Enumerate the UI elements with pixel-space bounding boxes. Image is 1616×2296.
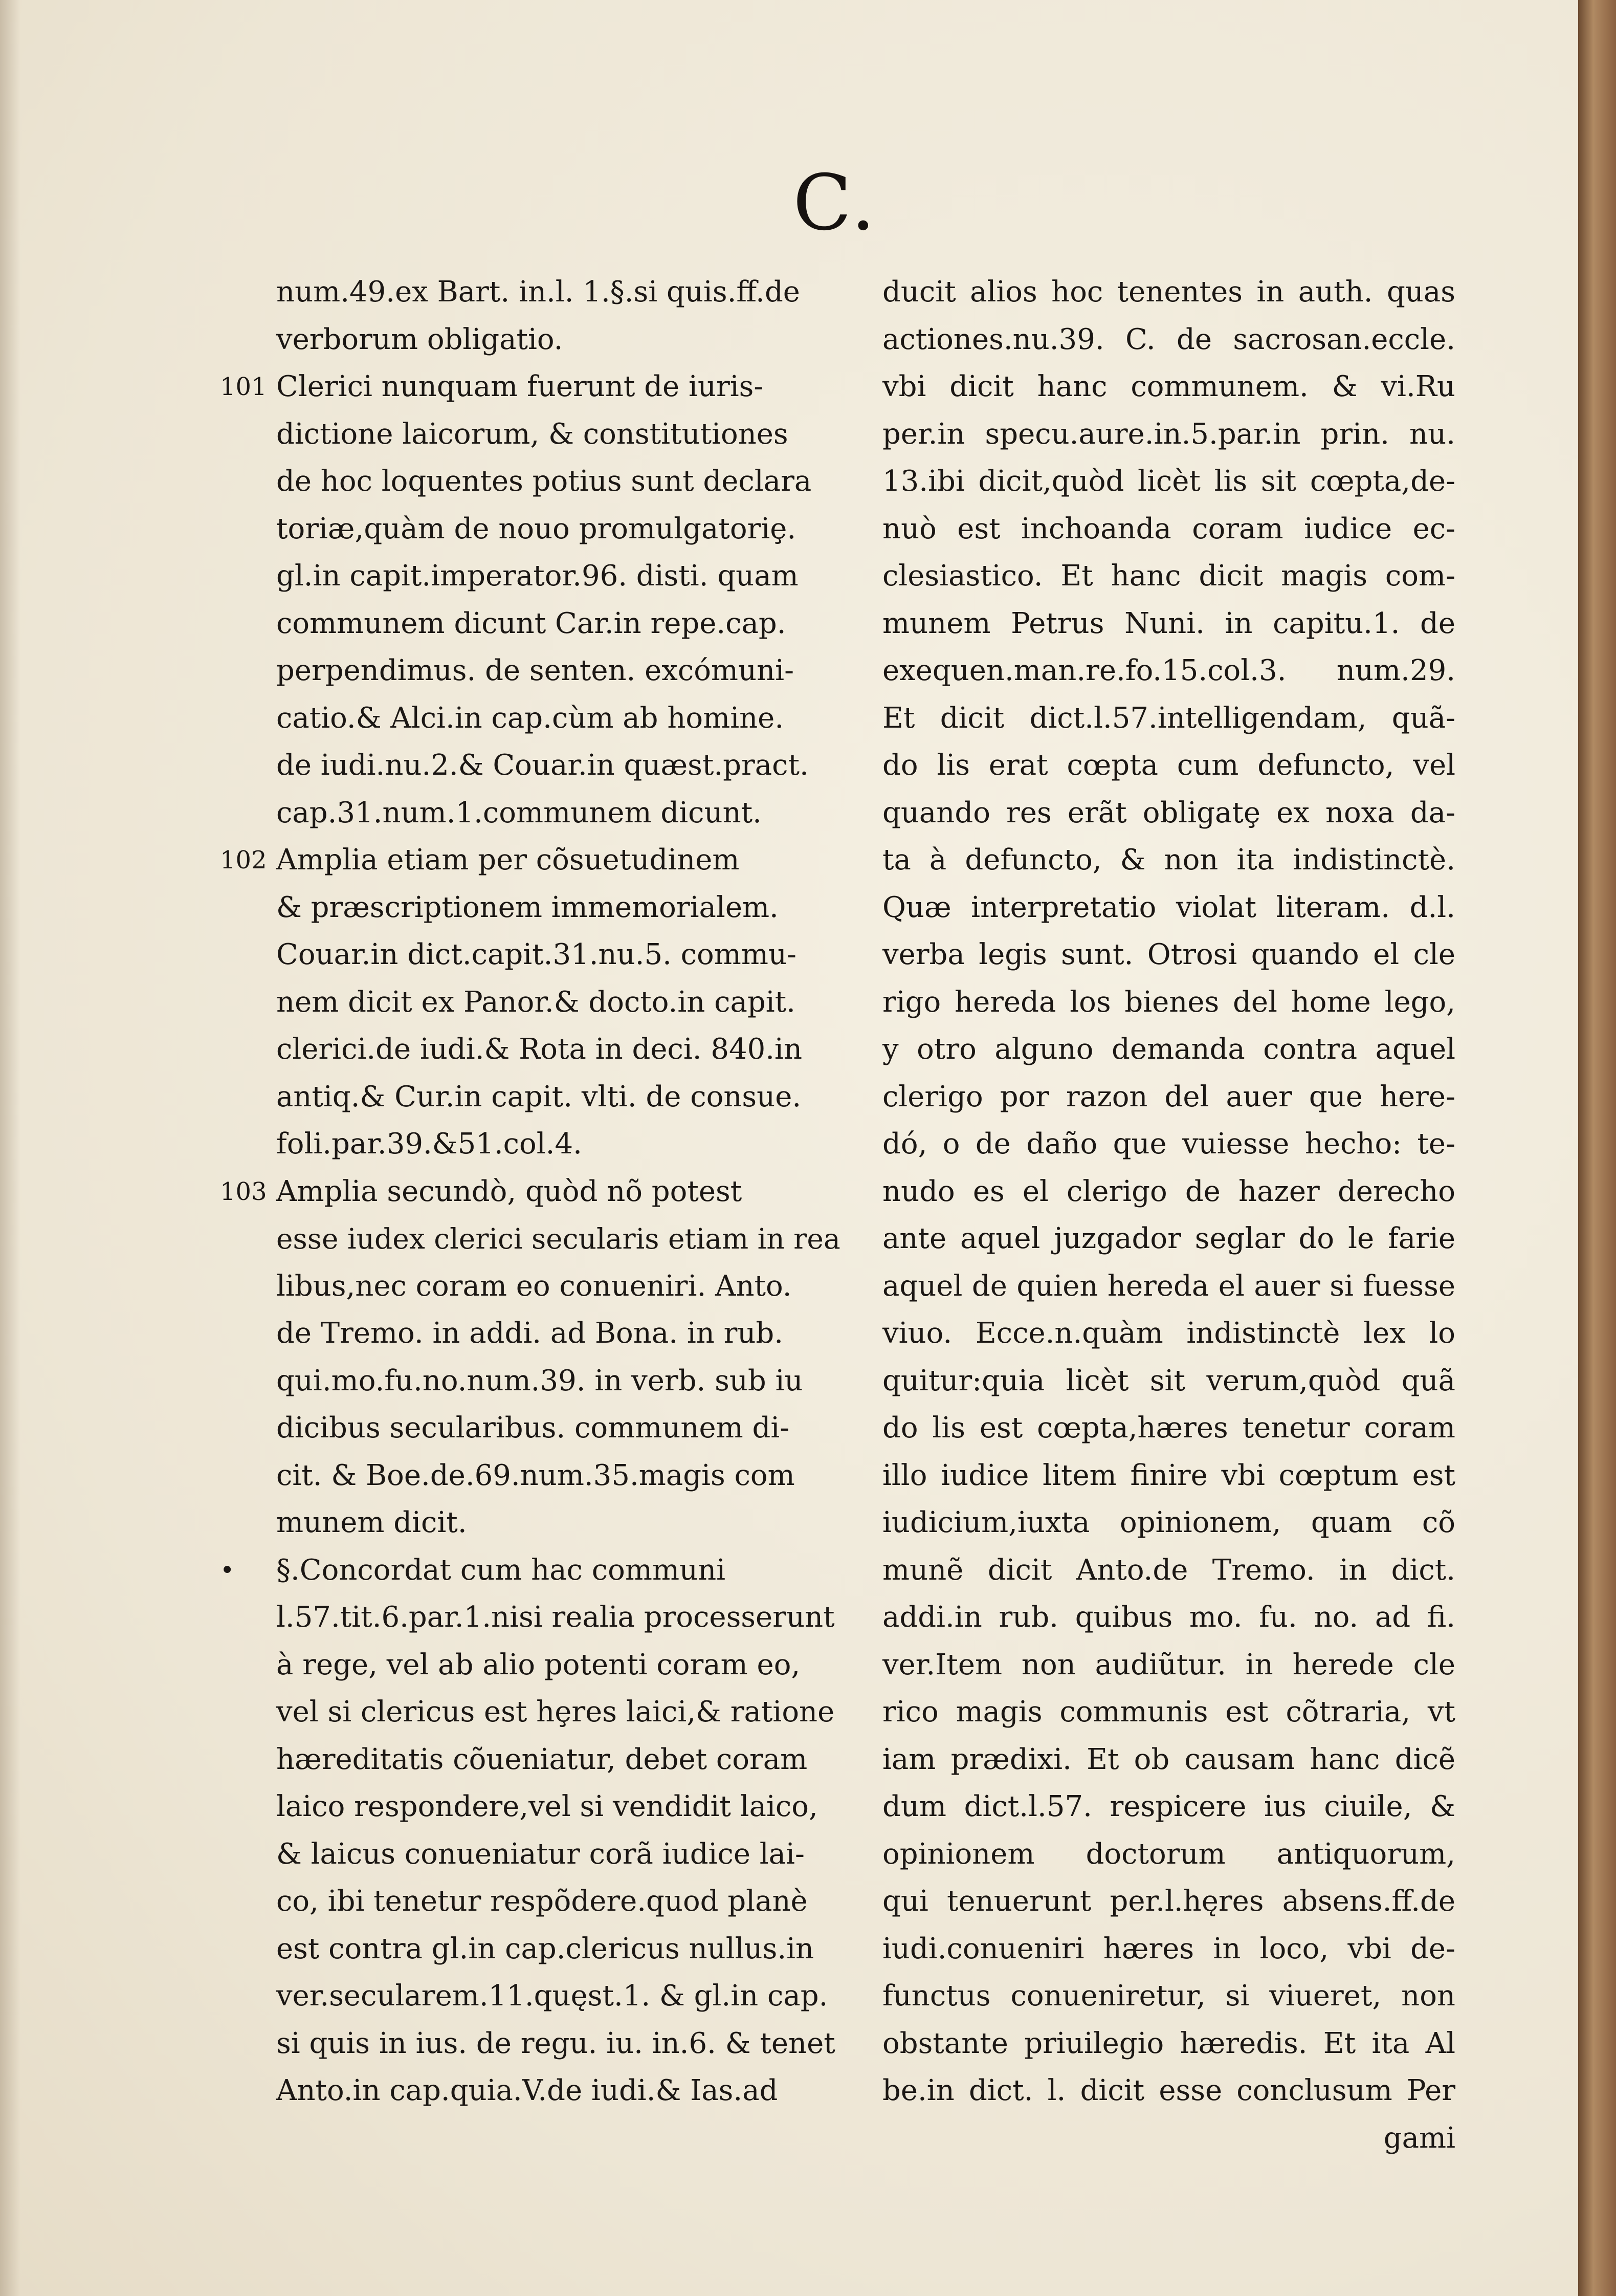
text-line [276,1263,849,1310]
paragraph-number: 103 [220,1177,267,1206]
text-line: obstante priuilegio hæredis. Et ita Al [882,2026,1455,2060]
text-line: ta à defuncto, & non ita indistinctè. [882,843,1455,877]
text-line: gami [1383,2121,1455,2155]
line-text: communem dicunt Car.in repe.cap. [276,606,786,640]
text-line: clesiastico. Et hanc dicit magis com- [882,559,1455,593]
line-text: Clerici nunquam fuerunt de iuris- [276,370,764,403]
page-header: C. [793,159,878,248]
line-text: & præscriptionem immemorialem. [276,890,779,924]
line-text: de iudi.nu.2.& Couar.in quæst.pract. [276,749,809,782]
line-text: antiq.& Cur.in capit. vlti. de consue. [276,1080,802,1113]
line-text: dictione laicorum, & constitutiones [276,417,788,451]
text-line [276,742,849,790]
paragraph-number: • [220,1556,235,1585]
text-line [276,1831,849,1878]
text-line [276,979,849,1026]
text-line [276,411,849,458]
line-text: dicibus secularibus. communem di- [276,1411,790,1445]
text-line [276,1736,849,1784]
line-text: Anto.in cap.quia.V.de iudi.& Ias.ad [276,2074,778,2107]
line-text: perpendimus. de senten. excómuni- [276,654,794,687]
text-line: vbi dicit hanc communem. & vi.Ru [882,370,1455,403]
text-line: verba legis sunt. Otrosi quando el cle [882,938,1455,971]
paragraph-number: 101 [220,373,267,401]
line-text: cit. & Boe.de.69.num.35.magis com [276,1458,795,1492]
line-text: de Tremo. in addi. ad Bona. in rub. [276,1317,784,1350]
text-line [220,363,849,411]
text-line: y otro alguno demanda contra aquel [882,1033,1455,1066]
text-line: quando res erãt obligatȩ ex noxa da- [882,796,1455,829]
text-line [276,1926,849,1973]
text-line: rico magis communis est cõtraria, vt [882,1695,1455,1729]
text-line [276,1973,849,2020]
text-line [276,2067,849,2115]
text-line [276,269,849,316]
text-line: do lis erat cœpta cum defuncto, vel [882,749,1455,782]
text-line [220,1168,849,1216]
text-line: addi.in rub. quibus mo. fu. no. ad fi. [882,1601,1455,1634]
text-line [276,790,849,837]
line-text: l.57.tit.6.par.1.nisi realia processerunt [276,1601,835,1634]
text-line: per.in specu.aure.in.5.par.in prin. nu. [882,417,1455,451]
text-line: be.in dict. l. dicit esse conclusum Per [882,2074,1455,2107]
left-text-column [220,269,849,2115]
line-text: nem dicit ex Panor.& docto.in capit. [276,985,795,1019]
line-text: clerici.de iudi.& Rota in deci. 840.in [276,1033,803,1066]
line-text: vel si clericus est hȩres laici,& ratione [276,1695,835,1729]
text-line [276,931,849,979]
line-text: toriæ,quàm de nouo promulgatoriȩ. [276,512,796,545]
line-text: hæreditatis cõueniatur, debet coram [276,1742,808,1776]
text-line: munem Petrus Nuni. in capitu.1. de [882,606,1455,640]
text-line: Et dicit dict.l.57.intelligendam, quã- [882,701,1455,735]
text-line [276,506,849,553]
text-line: dum dict.l.57. respicere ius ciuile, & [882,1790,1455,1823]
line-text: foli.par.39.&51.col.4. [276,1127,582,1161]
text-line: illo iudice litem finire vbi cœptum est [882,1458,1455,1492]
text-line: Quæ interpretatio violat literam. d.l. [882,890,1455,924]
text-line [276,458,849,506]
line-text: si quis in ius. de regu. iu. in.6. & tenet [276,2026,835,2060]
text-line [276,316,849,364]
text-line: do lis est cœpta,hæres tenetur coram [882,1411,1455,1445]
book-edge [1578,0,1616,2296]
text-line: iudicium,iuxta opinionem, quam cõ [882,1506,1455,1539]
line-text: qui.mo.fu.no.num.39. in verb. sub iu [276,1364,803,1397]
line-text: est contra gl.in cap.clericus nullus.in [276,1932,814,1965]
text-line: functus conueniretur, si viueret, non [882,1979,1455,2013]
text-line [276,1310,849,1358]
line-text: §.Concordat cum hac communi [276,1553,726,1587]
line-text: munem dicit. [276,1506,467,1539]
text-line: ante aquel juzgador seglar do le farie [882,1222,1455,1255]
text-line: aquel de quien hereda el auer si fuesse [882,1269,1455,1303]
text-line [276,1026,849,1074]
text-line [276,647,849,695]
line-text: ver.secularem.11.quęst.1. & gl.in cap. [276,1979,828,2013]
right-text-column [882,269,1455,2162]
text-line: ver.Item non audiũtur. in herede cle [882,1648,1455,1681]
line-text: Amplia etiam per cõsuetudinem [276,843,740,877]
text-line [276,1783,849,1831]
line-text: gl.in capit.imperator.96. disti. quam [276,559,799,593]
line-text: de hoc loquentes potius sunt declara [276,465,812,498]
text-line: opinionem doctorum antiquorum, [882,1837,1455,1871]
text-line [276,553,849,600]
line-text: laico respondere,vel si vendidit laico, [276,1790,818,1823]
text-line [276,1121,849,1168]
line-text: & laicus conueniatur corã iudice lai- [276,1837,805,1871]
line-text: à rege, vel ab alio potenti coram eo, [276,1648,801,1681]
text-line [276,1689,849,1736]
text-line: nudo es el clerigo de hazer derecho [882,1174,1455,1208]
text-line [276,884,849,932]
line-text: verborum obligatio. [276,322,563,356]
text-line [276,1215,849,1263]
text-line [276,2020,849,2068]
paragraph-number: 102 [220,846,267,874]
text-line [276,1594,849,1642]
text-line [276,600,849,648]
text-line: munẽ dicit Anto.de Tremo. in dict. [882,1553,1455,1587]
line-text: co, ibi tenetur respõdere.quod planè [276,1885,808,1918]
text-line [276,1642,849,1689]
text-line [276,1405,849,1452]
line-text: Amplia secundò, quòd nõ potest [276,1174,742,1208]
text-line: nuò est inchoanda coram iudice ec- [882,512,1455,545]
text-line [276,1358,849,1405]
text-line [276,1878,849,1926]
line-text: cap.31.num.1.communem dicunt. [276,796,762,829]
text-line: qui tenuerunt per.l.hęres absens.ff.de [882,1885,1455,1918]
text-line [276,1452,849,1500]
text-line: exequen.man.re.fo.15.col.3. num.29. [882,654,1455,687]
line-text: num.49.ex Bart. in.l. 1.§.si quis.ff.de [276,275,800,309]
text-line: viuo. Ecce.n.quàm indistinctè lex lo [882,1317,1455,1350]
line-text: esse iudex clerici secularis etiam in rea [276,1222,840,1255]
line-text: Couar.in dict.capit.31.nu.5. commu- [276,938,796,971]
text-line: rigo hereda los bienes del home lego, [882,985,1455,1019]
text-line: iam prædixi. Et ob causam hanc dicẽ [882,1742,1455,1776]
text-line [276,695,849,742]
text-line: actiones.nu.39. C. de sacrosan.eccle. [882,322,1455,356]
text-line: ducit alios hoc tenentes in auth. quas [882,275,1455,309]
text-line [220,837,849,884]
text-line [276,1074,849,1121]
text-line: quitur:quia licèt sit verum,quòd quã [882,1364,1455,1397]
text-line: dó, o de daño que vuiesse hecho: te- [882,1127,1455,1161]
line-text: catio.& Alci.in cap.cùm ab homine. [276,701,784,735]
line-text: libus,nec coram eo conueniri. Anto. [276,1269,792,1303]
text-line [220,1547,849,1594]
text-line: iudi.conueniri hæres in loco, vbi de- [882,1932,1455,1965]
binding-shadow [0,0,20,2296]
text-line [276,1499,849,1547]
text-line: 13.ibi dicit,quòd licèt lis sit cœpta,de- [882,465,1455,498]
text-line: clerigo por razon del auer que here- [882,1080,1455,1113]
